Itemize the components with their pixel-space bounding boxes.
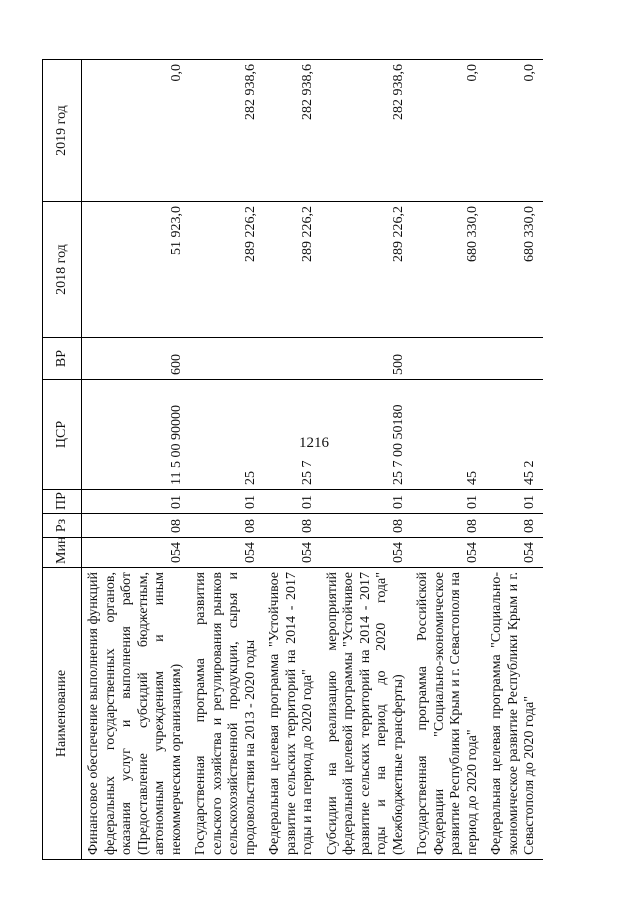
header-min: Мин [43, 538, 82, 568]
row-2018: 51 923,0 [82, 202, 190, 338]
table-row [411, 60, 485, 860]
header-pr: ПР [43, 490, 82, 514]
row-rz: 08 [485, 514, 543, 538]
table-row [82, 60, 190, 860]
budget-table-rotated [42, 60, 592, 860]
row-vr: 500 [321, 338, 412, 380]
row-min: 054 [321, 538, 412, 568]
row-min: 054 [263, 538, 321, 568]
row-pr: 01 [321, 490, 412, 514]
row-2019: 0,0 [82, 60, 190, 202]
row-vr [485, 338, 543, 380]
row-2019: 282 938,6 [263, 60, 321, 202]
row-2019: 0,0 [485, 60, 543, 202]
row-rz: 08 [189, 514, 263, 538]
row-csr: 11 5 00 90000 [82, 380, 190, 490]
row-name: Федеральная целевая программа "Социально-экономическое развитие Республики Крым и г. Севастополя до 2020 года" [485, 568, 543, 860]
row-name: Субсидии на реализацию мероприятий федеральной целевой программы "Устойчивое развитие сельских территорий на 2014 - 2017 годы и на период до 2020 года" (Межбюджетные трансферты) [321, 568, 412, 860]
row-name: Финансовое обеспечение выполнения функций федеральных государственных органов, оказания услуг и выполнения работ (Предоставление субсидий бюджетным, автономным учреждениям и иным некоммерческим организациям) [82, 568, 190, 860]
row-2018: 680 330,0 [485, 202, 543, 338]
row-csr: 25 7 00 50180 [321, 380, 412, 490]
row-2019: 282 938,6 [189, 60, 263, 202]
row-pr: 01 [411, 490, 485, 514]
table-header [43, 60, 82, 860]
row-2018: 680 330,0 [411, 202, 485, 338]
row-min: 054 [411, 538, 485, 568]
row-min: 054 [82, 538, 190, 568]
row-pr: 01 [485, 490, 543, 514]
header-2019: 2019 год [43, 60, 82, 202]
row-name: Федеральная целевая программа "Устойчивое развитие сельских территорий на 2014 - 2017 годы и на период до 2020 года" [263, 568, 321, 860]
row-2019: 282 938,6 [321, 60, 412, 202]
row-pr: 01 [189, 490, 263, 514]
row-vr [411, 338, 485, 380]
row-pr: 01 [82, 490, 190, 514]
row-min: 054 [189, 538, 263, 568]
row-rz: 08 [321, 514, 412, 538]
row-rz: 08 [82, 514, 190, 538]
row-csr: 45 2 [485, 380, 543, 490]
row-name: Государственная программа Российской Федерации "Социально-экономическое развитие Республики Крым и г. Севастополя на период до 2020 года" [411, 568, 485, 860]
row-2018: 289 226,2 [263, 202, 321, 338]
row-min: 054 [485, 538, 543, 568]
table-row [189, 60, 263, 860]
table-row [321, 60, 412, 860]
table-row [263, 60, 321, 860]
header-csr: ЦСР [43, 380, 82, 490]
page-number: 1216 [299, 435, 329, 451]
row-vr [263, 338, 321, 380]
row-vr: 600 [82, 338, 190, 380]
header-rz: Рз [43, 514, 82, 538]
row-2019: 0,0 [411, 60, 485, 202]
row-name: Государственная программа развития сельского хозяйства и регулирования рынков сельскохозяйственной продукции, сырья и продовольствия на 2013 - 2020 годы [189, 568, 263, 860]
row-rz: 08 [411, 514, 485, 538]
header-name: Наименование [43, 568, 82, 860]
budget-table [42, 59, 543, 860]
row-csr: 25 [189, 380, 263, 490]
header-vr: ВР [43, 338, 82, 380]
table-row [485, 60, 543, 860]
row-2018: 289 226,2 [189, 202, 263, 338]
row-csr: 45 [411, 380, 485, 490]
row-2018: 289 226,2 [321, 202, 412, 338]
header-2018: 2018 год [43, 202, 82, 338]
row-pr: 01 [263, 490, 321, 514]
row-csr: 25 7 [263, 380, 321, 490]
row-rz: 08 [263, 514, 321, 538]
row-vr [189, 338, 263, 380]
